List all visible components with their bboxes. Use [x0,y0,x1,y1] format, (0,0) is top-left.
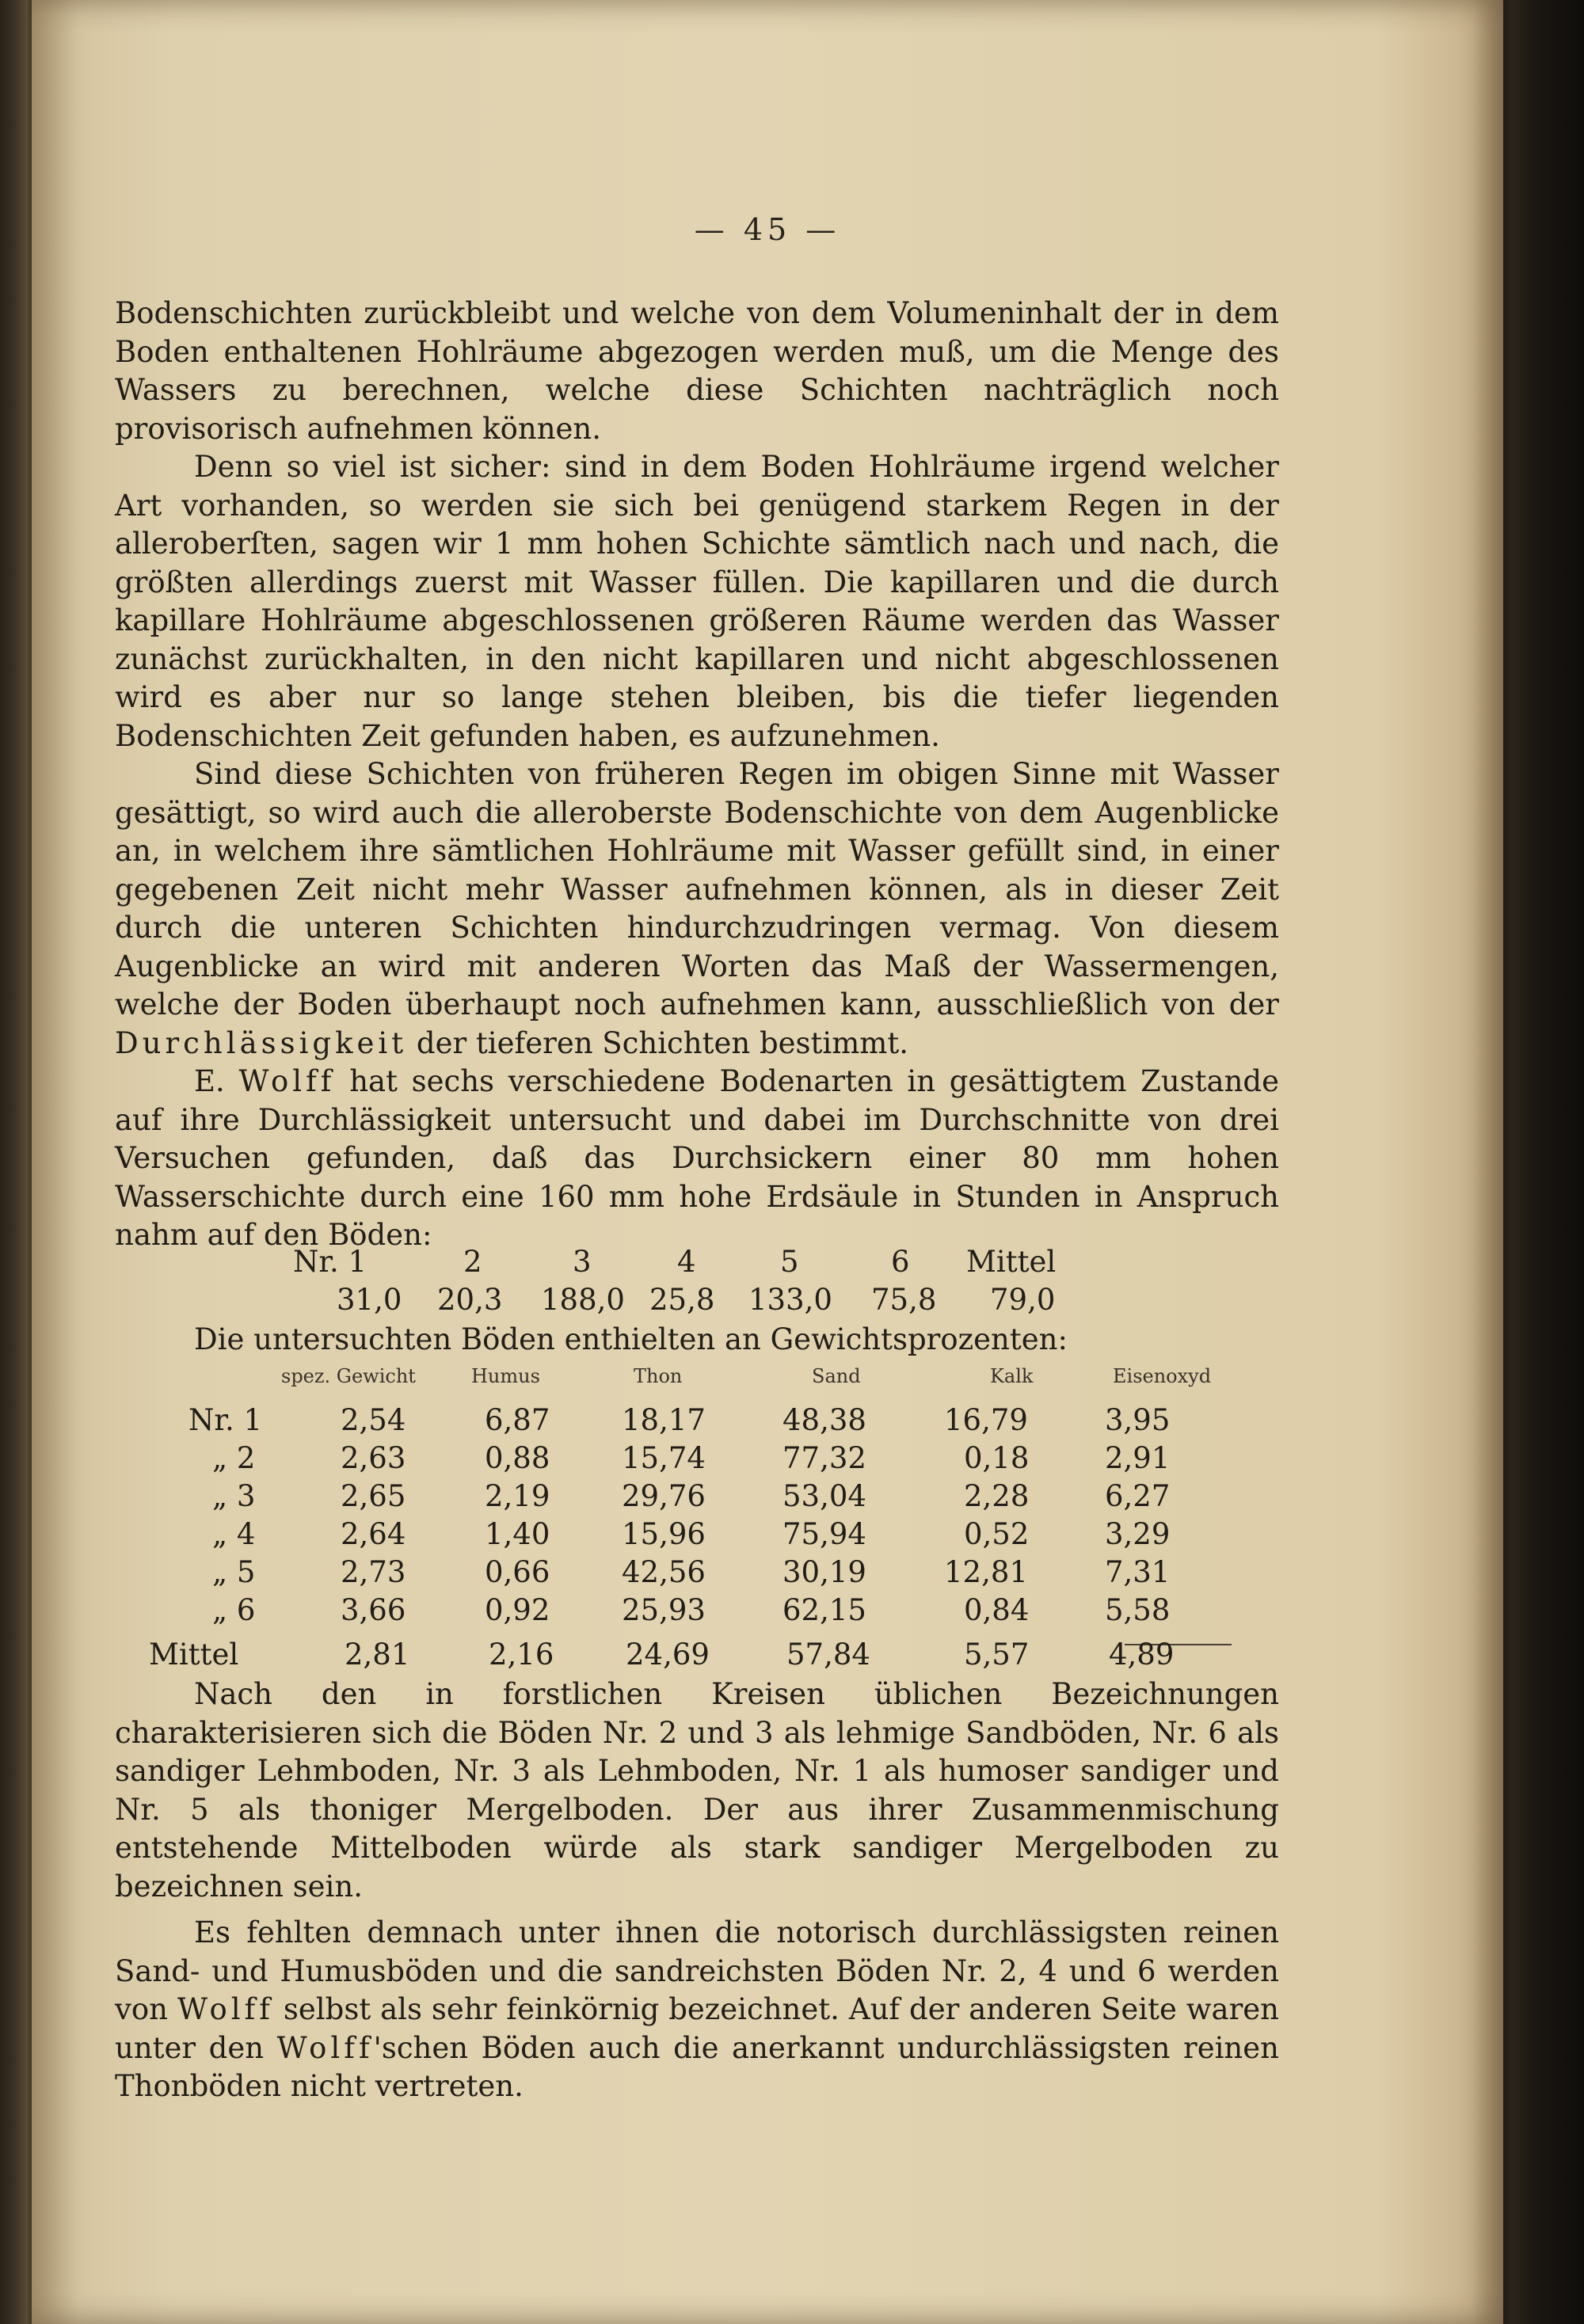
perm-header-cell: 2 [463,1245,482,1279]
cell-sand: 48,38 [782,1403,866,1437]
cell-humus: 0,88 [485,1441,550,1475]
comp-header-cell: Thon [634,1365,683,1387]
cell-sand: 53,04 [782,1479,866,1513]
cell-thon: 15,96 [622,1517,706,1551]
mean-label: Mittel [149,1637,239,1672]
cell-eisenoxyd: 3,95 [1105,1403,1171,1437]
cell-humus: 2,16 [489,1637,554,1672]
cell-humus: 0,92 [485,1593,550,1627]
row-label: Nr. 1 [188,1403,263,1437]
cell-kalk: 5,57 [964,1637,1030,1672]
table-row [32,1403,1503,1441]
paragraph-6-text-b: selbst als sehr feinkörnig bezeichnet. Auf der anderen Seite waren unter den [115,1992,1279,2065]
perm-header-cell: 4 [677,1245,696,1279]
paragraph-3-text-b: der tieferen Schichten bestimmt. [416,1025,909,1060]
cell-kalk: 0,84 [964,1593,1030,1627]
cell-humus: 1,40 [485,1517,550,1551]
perm-table-values [32,1283,1503,1321]
row-label: „ 5 [212,1555,256,1589]
cell-spez-gewicht: 2,64 [341,1517,406,1551]
paragraph-3-text-a: Sind diese Schichten von früheren Regen im obigen Sinne mit Wasser gesättigt, so wird auch die alleroberste Bodenschichte von dem Augenblicke an, in welchem ihre sämtlichen Hohlräume mit Wasser gefüllt sind, in einer gegebenen Zeit nicht mehr Wasser aufnehmen können, als in dieser Zeit durch die unteren Schichten hindurchzudringen vermag. Von diesem Augenblicke an wird mit anderen Worten das Maß der Wassermengen, welche der Boden überhaupt noch aufnehmen kann, ausschließlich von der [115,757,1279,1021]
perm-value-cell: 75,8 [871,1283,937,1317]
table-row [32,1441,1503,1479]
cell-spez-gewicht: 2,65 [341,1479,406,1513]
wolff-spaced: Wolff [238,1064,336,1098]
wolff-spaced: Wolff [276,2030,374,2065]
comp-header-cell: Eisenoxyd [1113,1365,1212,1387]
cell-kalk: 16,79 [944,1403,1028,1437]
durchlaessigkeit-spaced: Durchlässigkeit [115,1025,408,1060]
wolff-spaced: Wolff [177,1992,274,2026]
perm-value-cell: 25,8 [649,1283,715,1317]
book-page [32,0,1503,2324]
table-mean-row [32,1637,1503,1675]
perm-value-cell: 133,0 [748,1283,832,1317]
paragraph-4-text-b: hat sechs verschiedene Bodenarten in gesättigtem Zustande auf ihre Durchlässigkeit untersucht und dabei im Durchschnitte von drei Versuchen gefunden, daß das Durchsickern einer 80 mm hohen Wasserschichte durch eine 160 mm hohe Erdsäule in Stunden in Anspruch nahm auf den Böden: [115,1064,1279,1252]
paragraph-1: Bodenschichten zurückbleibt und welche von dem Volumeninhalt der in dem Boden enthaltenen Hohlräume abgezogen werden muß, um die Menge des Wassers zu berechnen, welche diese Schichten nachträglich noch provisorisch aufnehmen können. [115,296,1279,446]
cell-kalk: 0,52 [964,1517,1030,1551]
cell-eisenoxyd: 6,27 [1105,1479,1171,1513]
cell-thon: 29,76 [622,1479,706,1513]
comp-header-cell: Sand [812,1365,861,1387]
cell-sand: 77,32 [782,1441,866,1475]
cell-spez-gewicht: 3,66 [341,1593,406,1627]
perm-header-cell: 5 [780,1245,799,1279]
perm-value-cell: 79,0 [990,1283,1056,1317]
cell-humus: 0,66 [485,1555,550,1589]
cell-kalk: 12,81 [944,1555,1028,1589]
cell-thon: 24,69 [626,1637,710,1672]
paragraph-3 [115,755,1279,1063]
row-label: „ 4 [212,1517,256,1551]
paragraph-6 [115,1914,1279,2106]
comp-table-header [32,1365,1503,1403]
cell-spez-gewicht: 2,73 [341,1555,406,1589]
row-label: „ 3 [212,1479,256,1513]
cell-eisenoxyd: 4,89 [1109,1637,1175,1672]
paragraph-2: Denn so viel ist sicher: sind in dem Boden Hohlräume irgend welcher Art vorhanden, so werden sie sich bei genügend starkem Regen in der alleroberſten, sagen wir 1 mm hohen Schichte sämtlich nach und nach, die größten allerdings zuerst mit Wasser füllen. Die kapillaren und die durch kapillare Hohlräume abgeschlossenen größeren Räume werden das Wasser zunächst zurückhalten, in den nicht kapillaren und nicht abgeschlossenen wird es aber nur so lange stehen bleiben, bis die tiefer liegenden Bodenschichten Zeit gefunden haben, es aufzunehmen. [115,450,1279,753]
cell-kalk: 0,18 [964,1441,1030,1475]
table-row [32,1555,1503,1593]
cell-sand: 62,15 [782,1593,866,1627]
cell-spez-gewicht: 2,81 [345,1637,410,1672]
perm-value-cell: 31,0 [337,1283,402,1317]
perm-value-cell: 20,3 [437,1283,503,1317]
cell-sand: 30,19 [782,1555,866,1589]
paragraph-6-text-a: Es fehlten demnach unter ihnen die notorisch durchlässigsten reinen Sand- und Humusböden und die sandreichsten Böden Nr. 2, 4 und 6 werden von [115,1915,1279,2026]
perm-header-cell: Nr. 1 [293,1245,367,1279]
cell-sand: 75,94 [782,1517,866,1551]
paragraph-5: Nach den in forstlichen Kreisen üblichen Bezeichnungen charakterisieren sich die Böden Nr. 2 und 3 als lehmige Sandböden, Nr. 6 als sandiger Lehmboden, Nr. 3 als Lehmboden, Nr. 1 als humoser sandiger und Nr. 5 als thoniger Mergelboden. Der aus ihrer Zusammenmischung entstehende Mittelboden würde als stark sandiger Mergelboden zu bezeichnen sein. [115,1677,1279,1904]
comp-header-cell: Kalk [990,1365,1034,1387]
cell-thon: 25,93 [622,1593,706,1627]
page-number: — 45 — [694,212,841,247]
cell-eisenoxyd: 5,58 [1105,1593,1171,1627]
comp-header-cell: spez. Gewicht [281,1365,416,1387]
cell-spez-gewicht: 2,63 [341,1441,406,1475]
cell-humus: 2,19 [485,1479,550,1513]
cell-thon: 15,74 [622,1441,706,1475]
table-row [32,1593,1503,1631]
perm-value-cell: 188,0 [541,1283,625,1317]
cell-spez-gewicht: 2,54 [341,1403,406,1437]
row-label: „ 6 [212,1593,256,1627]
cell-sand: 57,84 [786,1637,870,1672]
cell-kalk: 2,28 [964,1479,1030,1513]
perm-table-header [32,1245,1503,1283]
body-text-upper [115,295,1279,1255]
table-row [32,1517,1503,1555]
perm-header-cell: 3 [573,1245,592,1279]
cell-eisenoxyd: 3,29 [1105,1517,1171,1551]
paragraph-6-text-c: 'schen Böden auch die anerkannt undurchlässigsten reinen Thonböden nicht vertreten. [115,2030,1279,2103]
perm-header-cell: 6 [891,1245,910,1279]
paragraph-4-text-a: E. [194,1064,225,1098]
cell-eisenoxyd: 2,91 [1105,1441,1171,1475]
row-label: „ 2 [212,1441,256,1475]
body-text-lower [115,1675,1279,2106]
cell-thon: 18,17 [622,1403,706,1437]
cell-thon: 42,56 [622,1555,706,1589]
perm-header-cell: Mittel [966,1245,1057,1279]
cell-humus: 6,87 [485,1403,550,1437]
cell-eisenoxyd: 7,31 [1105,1555,1171,1589]
paragraph-4 [115,1063,1279,1255]
table-row [32,1479,1503,1517]
comp-header-cell: Humus [471,1365,540,1387]
table-intro: Die untersuchten Böden enthielten an Gewichtsprozenten: [194,1322,1068,1356]
